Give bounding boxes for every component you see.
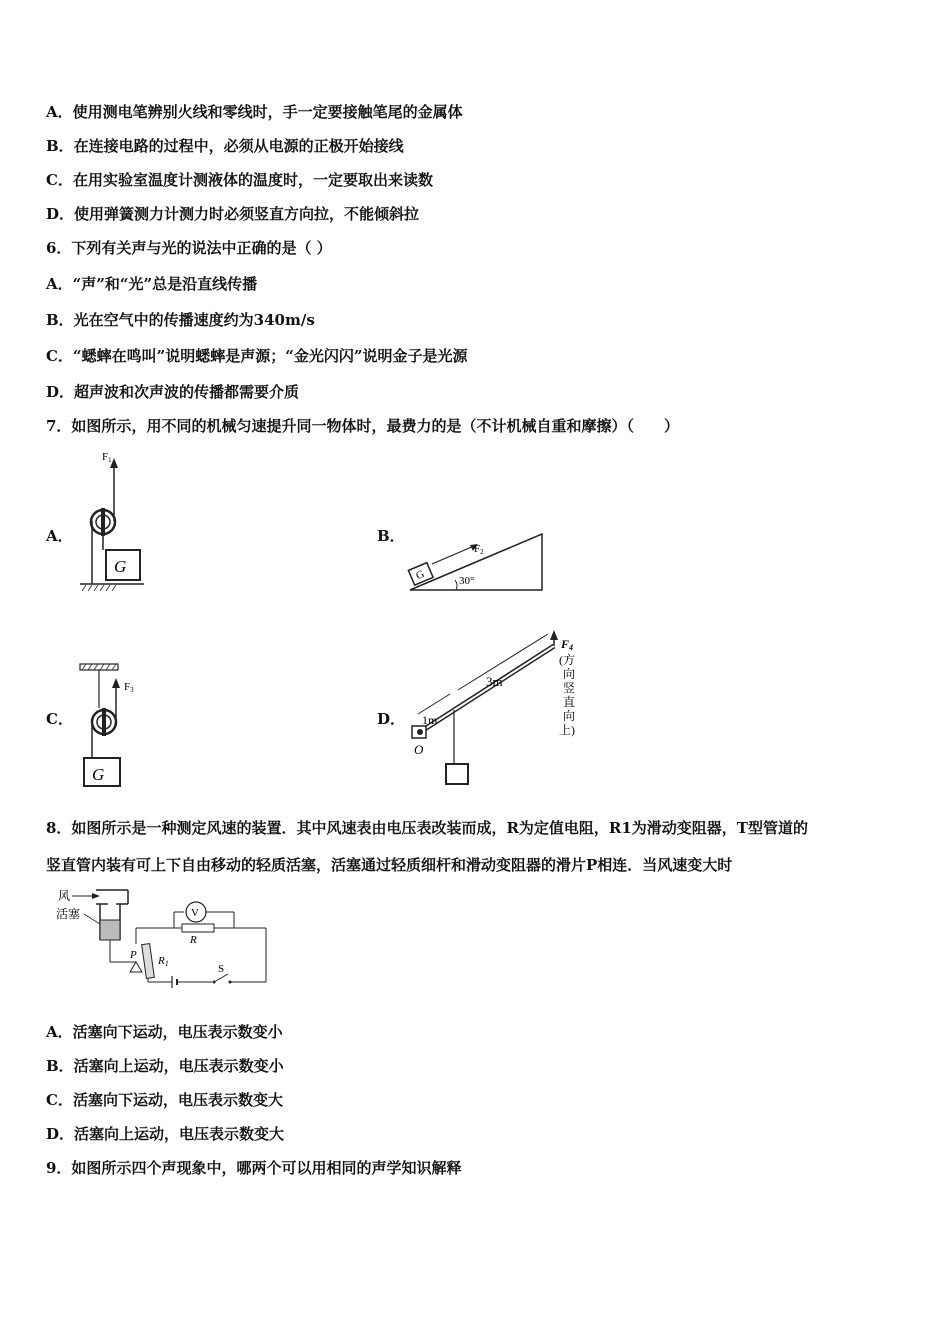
q8-stem-line-2: 竖直管内装有可上下自由移动的轻质活塞，活塞通过轻质细杆和滑动变阻器的滑片P相连．当风速变大时 xyxy=(46,856,733,874)
q7-figure-d-lever xyxy=(406,630,586,790)
q8-option-d: D．活塞向上运动，电压表示数变大 xyxy=(46,1125,285,1143)
q8-option-c: C．活塞向下运动，电压表示数变大 xyxy=(46,1091,283,1109)
svg-text:O: O xyxy=(414,742,424,757)
svg-text:上): 上) xyxy=(559,723,575,737)
svg-text:S: S xyxy=(218,963,225,975)
q5-option-c: C．在用实验室温度计测液体的温度时，一定要取出来读数 xyxy=(46,171,433,189)
svg-text:F2: F2 xyxy=(474,543,484,556)
q7-figure-c-fixed-pulley xyxy=(74,660,154,790)
q6-stem: 6．下列有关声与光的说法中正确的是（ ） xyxy=(46,239,332,257)
svg-text:向: 向 xyxy=(563,709,576,723)
svg-text:竖: 竖 xyxy=(563,681,576,695)
svg-text:P: P xyxy=(130,949,137,961)
svg-text:F3: F3 xyxy=(124,681,134,694)
svg-text:(方: (方 xyxy=(559,653,575,667)
q7-figure-b-incline xyxy=(404,526,549,596)
q5-option-a: A．使用测电笔辨别火线和零线时，手一定要接触笔尾的金属体 xyxy=(46,103,463,121)
svg-text:G: G xyxy=(414,568,427,583)
q7-label-b: B． xyxy=(377,527,405,545)
svg-text:F4: F4 xyxy=(561,637,574,652)
svg-text:F1: F1 xyxy=(102,451,112,464)
q8-stem-line-1: 8．如图所示是一种测定风速的装置．其中风速表由电压表改装而成，R为定值电阻，R1为滑动变阻器，T型管道的 xyxy=(46,819,808,837)
q5-option-b: B．在连接电路的过程中，必须从电源的正极开始接线 xyxy=(46,137,404,155)
svg-text:V: V xyxy=(191,907,199,919)
q9-stem: 9．如图所示四个声现象中，哪两个可以用相同的声学知识解释 xyxy=(46,1159,462,1177)
q8-option-a: A．活塞向下运动，电压表示数变小 xyxy=(46,1023,283,1041)
q6-option-b: B．光在空气中的传播速度约为340m/s xyxy=(46,311,315,329)
q5-option-d: D．使用弹簧测力计测力时必须竖直方向拉，不能倾斜拉 xyxy=(46,205,420,223)
q6-option-d: D．超声波和次声波的传播都需要介质 xyxy=(46,383,300,401)
svg-text:R1: R1 xyxy=(158,955,169,968)
q7-figure-a-movable-pulley xyxy=(74,446,154,596)
q7-label-c: C． xyxy=(46,710,73,728)
svg-text:风: 风 xyxy=(58,889,71,903)
svg-text:活塞: 活塞 xyxy=(56,907,81,921)
svg-text:直: 直 xyxy=(563,695,576,709)
svg-text:R: R xyxy=(190,934,197,946)
q7-label-a: A． xyxy=(46,527,73,545)
svg-text:G: G xyxy=(114,557,127,576)
svg-text:向: 向 xyxy=(563,667,576,681)
q6-option-c: C．“蟋蟀在鸣叫”说明蟋蟀是声源；“金光闪闪”说明金子是光源 xyxy=(46,347,468,365)
svg-text:G: G xyxy=(92,765,105,784)
q8-figure-wind-circuit xyxy=(44,884,284,994)
svg-text:3m: 3m xyxy=(486,674,503,689)
svg-text:1m: 1m xyxy=(422,713,438,727)
q6-option-a: A．“声”和“光”总是沿直线传播 xyxy=(46,275,258,293)
q7-stem: 7．如图所示，用不同的机械匀速提升同一物体时，最费力的是（不计机械自重和摩擦）（ ） xyxy=(46,417,679,435)
q8-option-b: B．活塞向上运动，电压表示数变小 xyxy=(46,1057,284,1075)
svg-text:30°: 30° xyxy=(459,575,475,587)
q7-label-d: D． xyxy=(377,710,406,728)
